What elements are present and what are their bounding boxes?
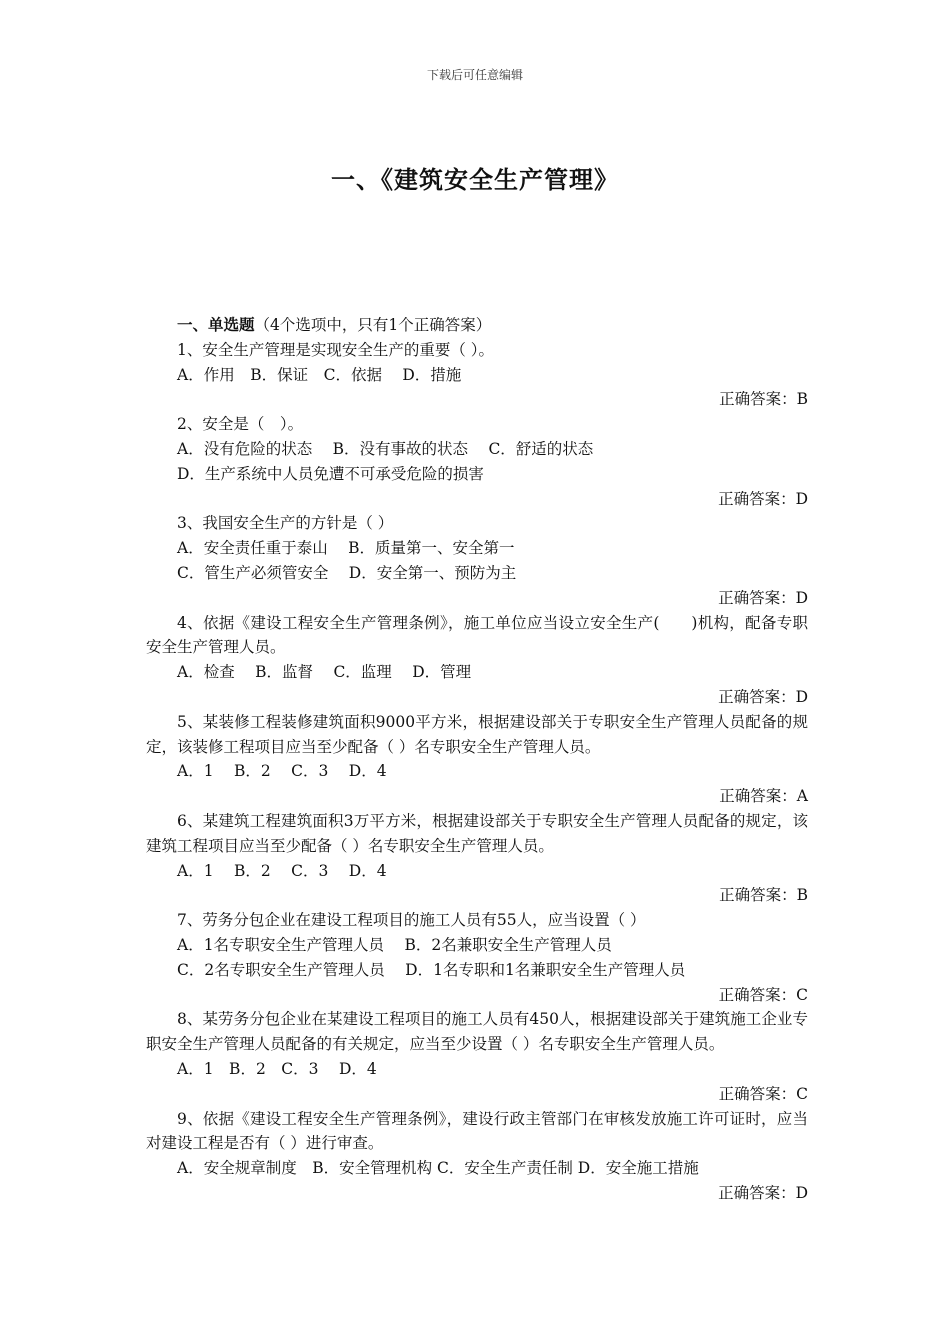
question-2-stem: 2、安全是（ ）。 <box>177 415 304 434</box>
question-1-stem: 1、安全生产管理是实现安全生产的重要（ ）。 <box>177 340 495 359</box>
question-8-answer: 正确答案：C <box>718 1084 808 1103</box>
question-7-answer: 正确答案：C <box>718 985 808 1004</box>
question-8-options: A．1 B．2 C．3 D．4 <box>177 1059 377 1078</box>
question-3-options: C．管生产必须管安全 D．安全第一、预防为主 <box>177 563 517 582</box>
page-title: 一、《建筑安全生产管理》 <box>331 165 619 194</box>
question-5-stem: 5、某装修工程装修建筑面积9000平方米，根据建设部关于专职安全生产管理人员配备的规定，该装修工程项目应当至少配备（ ）名专职安全生产管理人员。 <box>146 712 808 756</box>
question-9-stem: 9、依据《建设工程安全生产管理条例》，建设行政主管部门在审核发放施工许可证时，应当对建设工程是否有（ ）进行审查。 <box>146 1109 808 1153</box>
question-5-answer: 正确答案：A <box>719 787 808 806</box>
question-2-answer: 正确答案：D <box>718 489 808 508</box>
question-1-answer: 正确答案：B <box>719 390 808 409</box>
header-note: 下载后可任意编辑 <box>426 68 523 82</box>
question-3-stem: 3、我国安全生产的方针是（ ） <box>177 514 394 533</box>
section-heading-label: 一、单选题 <box>177 315 255 334</box>
question-7-stem: 7、劳务分包企业在建设工程项目的施工人员有55人，应当设置（ ） <box>177 911 646 930</box>
question-4-answer: 正确答案：D <box>718 687 808 706</box>
question-1-options: A．作用 B．保证 C．依据 D．措施 <box>177 365 462 384</box>
question-5-options: A．1 B．2 C．3 D．4 <box>177 762 387 781</box>
question-8-stem: 8、某劳务分包企业在某建设工程项目的施工人员有450人，根据建设部关于建筑施工企业专职安全生产管理人员配备的有关规定，应当至少设置（ ）名专职安全生产管理人员。 <box>146 1010 808 1054</box>
section-heading <box>146 313 808 338</box>
question-9-options: A．安全规章制度 B．安全管理机构 C．安全生产责任制 D．安全施工措施 <box>177 1159 699 1178</box>
question-2-options: A．没有危险的状态 B．没有事故的状态 C．舒适的状态 <box>177 439 594 458</box>
question-6-answer: 正确答案：B <box>719 886 808 905</box>
section-heading-note: （4个选项中，只有1个正确答案） <box>254 316 492 334</box>
question-list <box>146 313 808 1206</box>
question-4-options: A．检查 B．监督 C．监理 D．管理 <box>177 663 472 682</box>
question-7-options: A．1名专职安全生产管理人员 B．2名兼职安全生产管理人员 <box>177 935 612 954</box>
question-6-stem: 6、某建筑工程建筑面积3万平方米，根据建设部关于专职安全生产管理人员配备的规定，该建筑工程项目应当至少配备（ ）名专职安全生产管理人员。 <box>146 811 808 855</box>
question-4-stem: 4、依据《建设工程安全生产管理条例》，施工单位应当设立安全生产( )机构，配备专职安全生产管理人员。 <box>146 613 808 657</box>
question-3-answer: 正确答案：D <box>718 588 808 607</box>
question-9-answer: 正确答案：D <box>718 1183 808 1202</box>
question-3-options: A．安全责任重于泰山 B．质量第一、安全第一 <box>177 539 515 558</box>
question-6-options: A．1 B．2 C．3 D．4 <box>177 861 387 880</box>
question-7-options: C．2名专职安全生产管理人员 D．1名专职和1名兼职安全生产管理人员 <box>177 960 686 979</box>
question-2-options: D．生产系统中人员免遭不可承受危险的损害 <box>177 464 484 483</box>
